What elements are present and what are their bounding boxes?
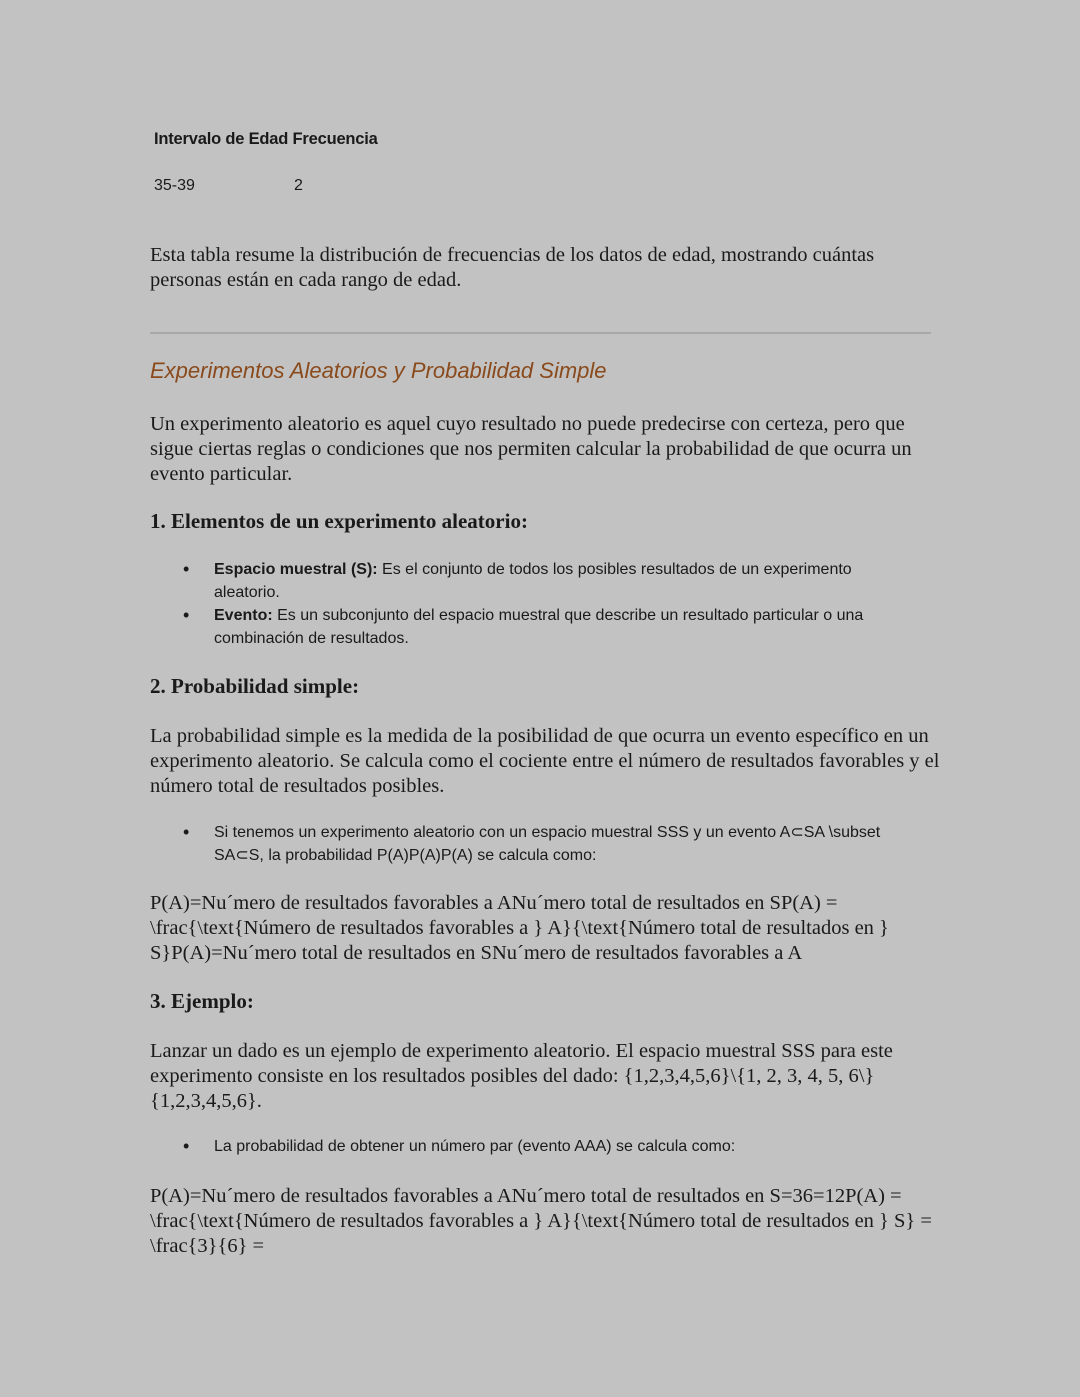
horizontal-divider	[150, 332, 931, 334]
table-summary-paragraph: Esta tabla resume la distribución de frecuencias de los datos de edad, mostrando cuántas personas están en cada rango de edad.	[150, 244, 875, 291]
table-cell-frequency: 2	[294, 177, 303, 194]
heading-probability: 2. Probabilidad simple:	[150, 674, 360, 698]
example-list	[183, 1135, 910, 1158]
bullet-icon: •	[183, 1136, 190, 1156]
formula-paragraph: P(A)=Nu´mero de resultados favorables a ANu´mero total de resultados en SP(A) = \frac{\text{Número de resultados favorables a } A}{\text{Número total de resultados en } S}P(A)=Nu´mero total de resultados en SNu´mero de resultados favorables a A	[150, 892, 889, 964]
probability-list	[183, 821, 910, 867]
example-bullet-text: La probabilidad de obtener un número par (evento AAA) se calcula como:	[214, 1138, 736, 1155]
heading-example: 3. Ejemplo:	[150, 989, 254, 1013]
table-header: Intervalo de Edad Frecuencia	[154, 130, 378, 148]
section-title: Experimentos Aleatorios y Probabilidad Simple	[150, 358, 607, 383]
term-label: Evento:	[214, 607, 273, 624]
intro-paragraph: Un experimento aleatorio es aquel cuyo resultado no puede predecirse con certeza, pero que sigue ciertas reglas o condiciones que nos permiten calcular la probabilidad de que ocurra un evento particular.	[150, 413, 912, 485]
heading-elements: 1. Elementos de un experimento aleatorio:	[150, 509, 528, 533]
term-label: Espacio muestral (S):	[214, 561, 378, 578]
term-definition: Es el conjunto de todos los posibles resultados de un experimento aleatorio.	[214, 561, 852, 601]
list-item	[183, 604, 910, 650]
list-item	[183, 558, 910, 604]
probability-bullet-text: Si tenemos un experimento aleatorio con un espacio muestral SSS y un evento A⊂SA \subset SA⊂S, la probabilidad P(A)P(A)P(A) se calcula como:	[214, 824, 881, 864]
term-definition: Es un subconjunto del espacio muestral que describe un resultado particular o una combinación de resultados.	[214, 607, 864, 647]
elements-list	[183, 558, 910, 650]
example-paragraph: Lanzar un dado es un ejemplo de experimento aleatorio. El espacio muestral SSS para este experimento consiste en los resultados posibles del dado: {1,2,3,4,5,6}\{1, 2, 3, 4, 5, 6\}{1,2,3,4,5,6}.	[150, 1040, 893, 1112]
bullet-icon: •	[183, 559, 190, 579]
table-cell-range: 35-39	[154, 177, 195, 194]
bullet-icon: •	[183, 822, 190, 842]
bullet-icon: •	[183, 605, 190, 625]
list-item	[183, 1135, 910, 1158]
list-item	[183, 821, 910, 867]
example-formula-paragraph: P(A)=Nu´mero de resultados favorables a ANu´mero total de resultados en S=36=12P(A) = \frac{\text{Número de resultados favorables a } A}{\text{Número total de resultados en } S} = \frac{3}{6} =	[150, 1185, 932, 1257]
probability-paragraph: La probabilidad simple es la medida de la posibilidad de que ocurra un evento específico en un experimento aleatorio. Se calcula como el cociente entre el número de resultados favorables y el número total de resultados posibles.	[150, 725, 940, 797]
